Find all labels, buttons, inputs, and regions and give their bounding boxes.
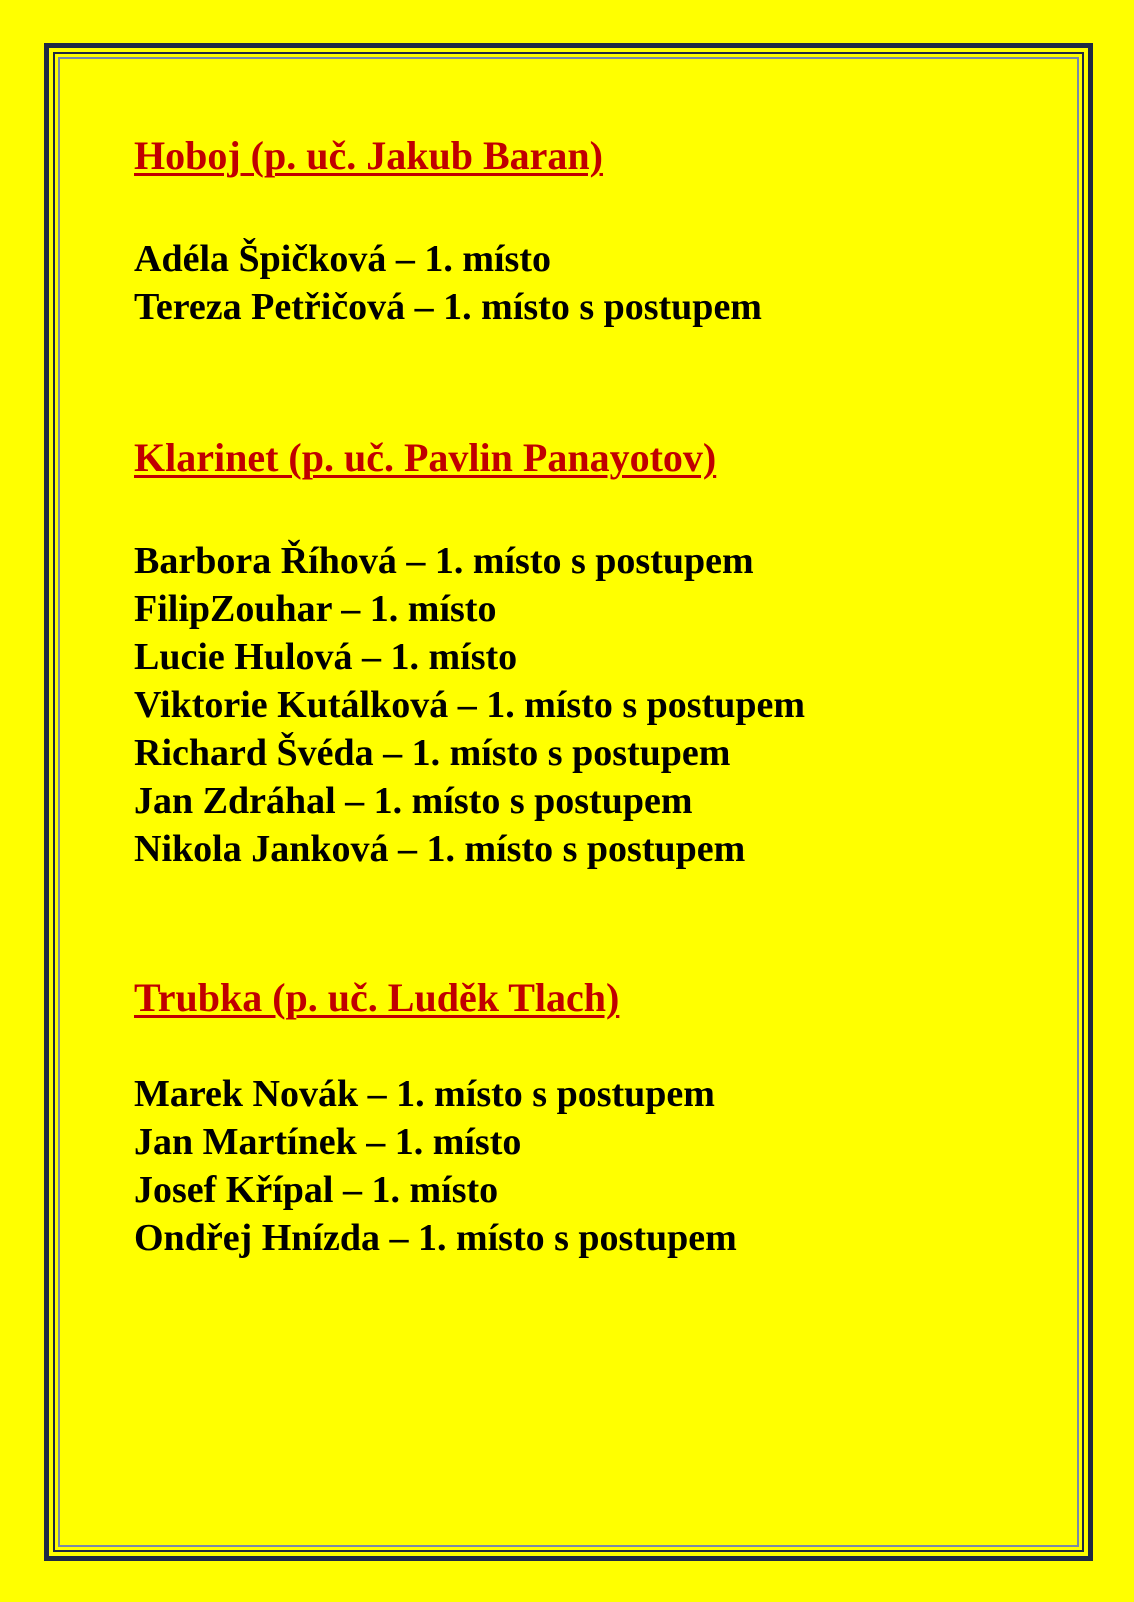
entry-list-klarinet — [134, 537, 805, 873]
section-hoboj — [134, 132, 1034, 328]
list-item: Jan Zdráhal – 1. místo s postupem — [134, 780, 693, 822]
section-heading-hoboj: Hoboj (p. uč. Jakub Baran) — [134, 133, 603, 178]
section-heading-klarinet: Klarinet (p. uč. Pavlin Panayotov) — [134, 435, 717, 480]
list-item: Marek Novák – 1. místo s postupem — [134, 1073, 715, 1115]
list-item: Ondřej Hnízda – 1. místo s postupem — [134, 1217, 737, 1259]
list-item: Nikola Janková – 1. místo s postupem — [134, 828, 746, 870]
list-item: FilipZouhar – 1. místo — [134, 588, 497, 630]
list-item: Viktorie Kutálková – 1. místo s postupem — [134, 684, 806, 726]
list-item: Josef Křípal – 1. místo — [134, 1169, 499, 1211]
list-item: Tereza Petřičová – 1. místo s postupem — [134, 286, 762, 328]
list-item: Richard Švéda – 1. místo s postupem — [134, 732, 731, 774]
list-item: Lucie Hulová – 1. místo — [134, 636, 518, 678]
list-item: Barbora Říhová – 1. místo s postupem — [134, 540, 754, 582]
section-klarinet — [134, 434, 1034, 870]
list-item: Jan Martínek – 1. místo — [134, 1121, 522, 1163]
section-trubka — [134, 974, 1034, 1259]
entry-list-trubka — [134, 1070, 737, 1262]
entry-list-hoboj — [134, 235, 762, 331]
section-heading-trubka: Trubka (p. uč. Luděk Tlach) — [134, 975, 620, 1020]
list-item: Adéla Špičková – 1. místo — [134, 238, 551, 280]
